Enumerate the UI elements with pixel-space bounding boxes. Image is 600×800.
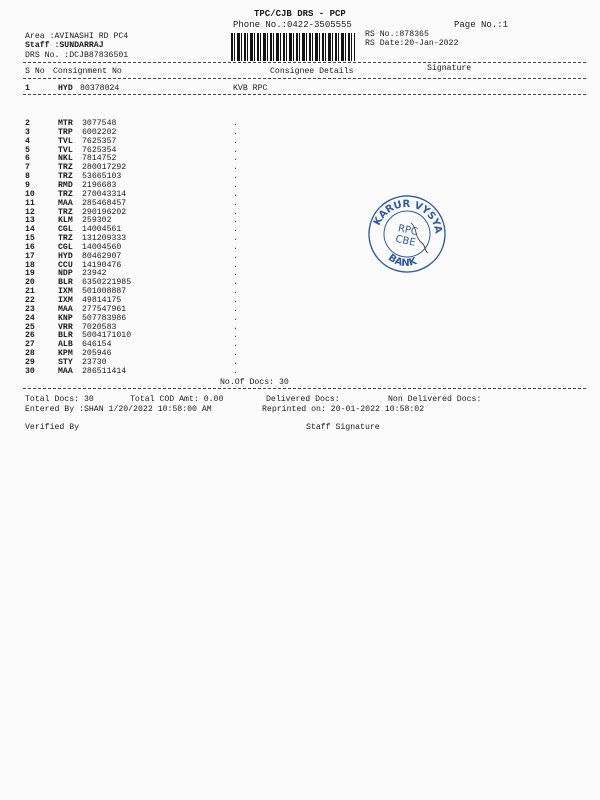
row-number: 270043314: [82, 189, 127, 199]
row-marker: .: [233, 340, 238, 350]
row-sno: 25: [25, 322, 35, 332]
staff-label: Staff :SUNDARRAJ: [25, 41, 104, 50]
row-marker: .: [233, 207, 238, 217]
row-marker: .: [233, 357, 238, 367]
row-number: 23942: [82, 269, 107, 279]
row-number: 280017292: [82, 163, 127, 173]
row-sno: 20: [25, 278, 35, 288]
column-header-signature: Signature: [427, 64, 472, 73]
row-marker: .: [233, 172, 238, 182]
row-marker: .: [233, 127, 238, 137]
row-code: KLM: [58, 216, 73, 226]
row-number: 7020583: [82, 322, 117, 332]
row-number: 80378024: [80, 84, 120, 93]
column-header-consignment: Consignment No: [53, 67, 122, 76]
row-number: 23730: [82, 357, 107, 367]
row-code: BLR: [58, 331, 73, 341]
stamp-center-line-2: CBE: [394, 233, 417, 249]
column-header-sno: S No: [25, 67, 45, 76]
row-number: 6002202: [82, 127, 117, 137]
row-code: MTR: [58, 119, 73, 128]
row-code: HYD: [58, 84, 73, 93]
non-delivered-docs: Non Delivered Docs:: [388, 395, 482, 404]
row-sno: 30: [25, 366, 35, 376]
phone-number: Phone No.:0422-3505555: [233, 20, 352, 30]
row-code: KNP: [58, 313, 73, 323]
row-number: 501008887: [82, 287, 127, 297]
document-title: TPC/CJB DRS - PCP: [254, 9, 346, 19]
page-number: Page No.:1: [454, 20, 509, 30]
reprinted-on: Reprinted on: 20-01-2022 10:58:02: [262, 405, 425, 414]
row-number: 7814752: [82, 154, 117, 164]
row-sno: 29: [25, 357, 35, 367]
row-sno: 5: [25, 145, 30, 155]
row-number: 14004561: [82, 225, 122, 235]
divider: [23, 94, 586, 95]
row-sno: 10: [25, 189, 35, 199]
row-sno: 7: [25, 163, 30, 173]
row-sno: 18: [25, 260, 35, 270]
row-marker: .: [233, 349, 238, 359]
row-marker: .: [233, 136, 238, 146]
staff-signature: Staff Signature: [306, 423, 380, 432]
stamp-top-text: KARUR VYSYA: [371, 198, 444, 235]
row-code: VRR: [58, 322, 73, 332]
table-row: [0, 367, 600, 377]
area-label: Area :AVINASHI RD PC4: [25, 32, 129, 41]
verified-by: Verified By: [25, 423, 80, 432]
row-code: CCU: [58, 260, 73, 270]
row-marker: .: [233, 242, 238, 252]
row-consignee: KVB RPC: [233, 84, 268, 93]
row-number: 285468457: [82, 198, 127, 208]
row-sno: 27: [25, 340, 35, 350]
row-number: 5004171010: [82, 331, 132, 341]
row-sno: 24: [25, 313, 35, 323]
row-code: CGL: [58, 225, 73, 235]
row-number: 131209333: [82, 234, 127, 244]
row-number: 14004560: [82, 242, 122, 252]
row-sno: 2: [25, 119, 30, 128]
barcode: [231, 33, 355, 61]
row-code: CGL: [58, 242, 73, 252]
row-code: MAA: [58, 366, 73, 376]
row-sno: 6: [25, 154, 30, 164]
row-marker: .: [233, 331, 238, 341]
row-sno: 17: [25, 251, 35, 261]
row-sno: 12: [25, 207, 35, 217]
row-number: 507783986: [82, 313, 127, 323]
row-code: MAA: [58, 198, 73, 208]
row-marker: .: [233, 296, 238, 305]
row-marker: .: [233, 225, 238, 235]
row-code: IXM: [58, 287, 73, 297]
row-number: 290196202: [82, 207, 127, 217]
row-code: TRZ: [58, 207, 73, 217]
row-number: 259302: [82, 216, 112, 226]
row-marker: .: [233, 198, 238, 208]
total-docs: Total Docs: 30: [25, 395, 94, 404]
row-code: TRZ: [58, 189, 73, 199]
row-code: TRZ: [58, 234, 73, 244]
table-row: [0, 84, 600, 94]
row-sno: 9: [25, 180, 30, 190]
row-sno: 21: [25, 287, 35, 297]
row-sno: 1: [25, 84, 30, 93]
row-sno: 15: [25, 234, 35, 244]
row-sno: 26: [25, 331, 35, 341]
row-marker: .: [233, 313, 238, 323]
row-number: 277547961: [82, 304, 127, 314]
column-header-consignee: Consignee Details: [270, 67, 354, 76]
row-number: 7625354: [82, 145, 117, 155]
row-code: RMD: [58, 180, 73, 190]
row-marker: .: [233, 366, 238, 376]
divider: [23, 78, 586, 79]
row-marker: .: [233, 322, 238, 332]
row-code: TRZ: [58, 163, 73, 173]
row-number: 2196683: [82, 180, 117, 190]
row-number: 6350221985: [82, 278, 132, 288]
entered-by: Entered By :SHAN 1/20/2022 10:58:00 AM: [25, 405, 212, 414]
row-code: STY: [58, 357, 73, 367]
row-number: 3077548: [82, 119, 117, 128]
row-marker: .: [233, 119, 238, 128]
row-code: TRP: [58, 127, 73, 137]
rs-number: RS No.:878365: [365, 30, 429, 39]
row-marker: .: [233, 269, 238, 279]
row-code: IXM: [58, 296, 73, 305]
row-marker: .: [233, 304, 238, 314]
row-marker: .: [233, 251, 238, 261]
row-code: NDP: [58, 269, 73, 279]
divider: [23, 62, 586, 63]
no-of-docs: No.Of Docs: 30: [220, 378, 289, 387]
row-sno: 4: [25, 136, 30, 146]
row-sno: 16: [25, 242, 35, 252]
row-code: TVL: [58, 145, 73, 155]
row-code: BLR: [58, 278, 73, 288]
row-code: HYD: [58, 251, 73, 261]
row-sno: 8: [25, 172, 30, 182]
stamp-center-line-1: RPC: [396, 223, 419, 239]
row-number: 14190476: [82, 260, 122, 270]
row-code: KPM: [58, 349, 73, 359]
row-marker: .: [233, 234, 238, 244]
row-marker: .: [233, 287, 238, 297]
row-marker: .: [233, 145, 238, 155]
row-sno: 28: [25, 349, 35, 359]
row-number: 49814175: [82, 296, 122, 305]
rs-date: RS Date:20-Jan-2022: [365, 39, 459, 48]
row-marker: .: [233, 216, 238, 226]
row-number: 53665103: [82, 172, 122, 182]
row-number: 80462907: [82, 251, 122, 261]
row-number: 286511414: [82, 366, 127, 376]
row-code: MAA: [58, 304, 73, 314]
row-marker: .: [233, 180, 238, 190]
row-code: NKL: [58, 154, 73, 164]
stamp-bottom-text: BANK: [385, 252, 419, 269]
row-sno: 22: [25, 296, 35, 305]
row-sno: 11: [25, 198, 35, 208]
row-marker: .: [233, 278, 238, 288]
row-number: 7625357: [82, 136, 117, 146]
row-number: 646154: [82, 340, 112, 350]
divider: [23, 388, 586, 389]
row-marker: .: [233, 154, 238, 164]
row-code: ALB: [58, 340, 73, 350]
total-cod-amount: Total COD Amt: 0.00: [130, 395, 224, 404]
row-marker: .: [233, 260, 238, 270]
row-sno: 13: [25, 216, 35, 226]
delivered-docs: Delivered Docs:: [266, 395, 340, 404]
row-marker: .: [233, 163, 238, 173]
row-number: 205946: [82, 349, 112, 359]
row-marker: .: [233, 189, 238, 199]
row-code: TVL: [58, 136, 73, 146]
row-code: TRZ: [58, 172, 73, 182]
row-sno: 3: [25, 127, 30, 137]
row-sno: 23: [25, 304, 35, 314]
drs-number: DRS No. :DCJB87836501: [25, 51, 129, 60]
row-sno: 19: [25, 269, 35, 279]
bank-stamp: [366, 193, 448, 275]
row-sno: 14: [25, 225, 35, 235]
